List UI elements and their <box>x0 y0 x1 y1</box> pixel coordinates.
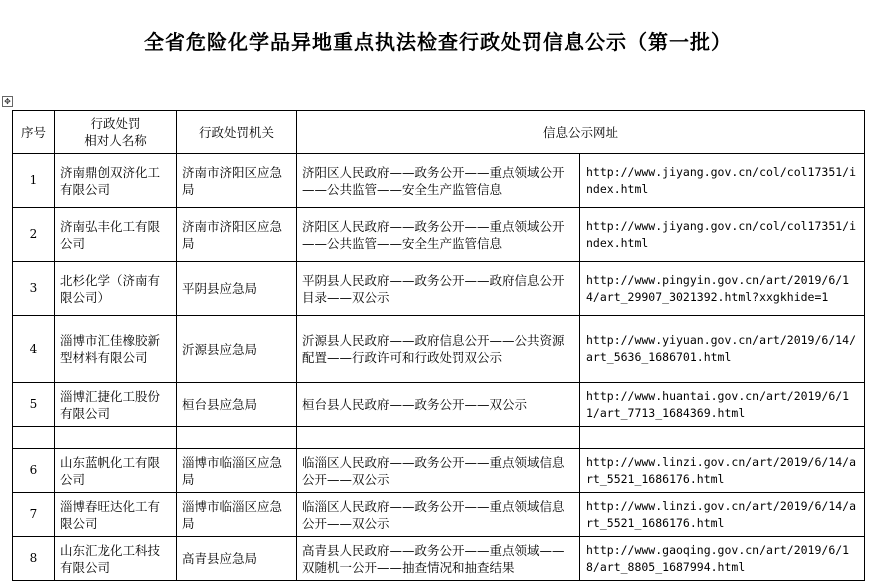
cell-authority: 平阴县应急局 <box>177 262 297 316</box>
header-party-line1: 行政处罚 <box>90 116 141 131</box>
blank-cell <box>55 427 177 449</box>
cell-seq: 4 <box>13 316 55 383</box>
table-row <box>13 449 865 493</box>
cell-info-url[interactable]: http://www.linzi.gov.cn/art/2019/6/14/art_5521_1686176.html <box>580 449 865 493</box>
table-move-handle-icon[interactable]: ✥ <box>2 96 13 107</box>
cell-info-url[interactable]: http://www.jiyang.gov.cn/col/col17351/index.html <box>580 208 865 262</box>
table-header-row <box>13 111 865 154</box>
header-party-line2: 相对人名称 <box>84 133 147 148</box>
cell-party: 济南弘丰化工有限公司 <box>55 208 177 262</box>
cell-party: 淄博汇捷化工股份有限公司 <box>55 383 177 427</box>
header-info-url: 信息公示网址 <box>297 111 865 154</box>
header-authority: 行政处罚机关 <box>177 111 297 154</box>
cell-party: 淄博市汇佳橡胶新型材料有限公司 <box>55 316 177 383</box>
cell-seq: 3 <box>13 262 55 316</box>
cell-party: 淄博春旺达化工有限公司 <box>55 493 177 537</box>
cell-info-url[interactable]: http://www.pingyin.gov.cn/art/2019/6/14/art_29907_3021392.html?xxgkhide=1 <box>580 262 865 316</box>
table-row-blank <box>13 427 865 449</box>
blank-cell <box>177 427 297 449</box>
cell-seq: 5 <box>13 383 55 427</box>
cell-info-path: 沂源县人民政府——政府信息公开——公共资源配置——行政许可和行政处罚双公示 <box>297 316 580 383</box>
cell-info-url[interactable]: http://www.gaoqing.gov.cn/art/2019/6/18/art_8805_1687994.html <box>580 537 865 581</box>
cell-authority: 济南市济阳区应急局 <box>177 208 297 262</box>
cell-info-url[interactable]: http://www.jiyang.gov.cn/col/col17351/index.html <box>580 154 865 208</box>
cell-info-path: 济阳区人民政府——政务公开——重点领域公开——公共监管——安全生产监管信息 <box>297 154 580 208</box>
cell-authority: 济南市济阳区应急局 <box>177 154 297 208</box>
blank-cell <box>580 427 865 449</box>
cell-info-path: 桓台县人民政府——政务公开——双公示 <box>297 383 580 427</box>
cell-info-path: 济阳区人民政府——政务公开——重点领域公开——公共监管——安全生产监管信息 <box>297 208 580 262</box>
cell-info-path: 临淄区人民政府——政务公开——重点领域信息公开——双公示 <box>297 493 580 537</box>
cell-seq: 2 <box>13 208 55 262</box>
table-row <box>13 262 865 316</box>
cell-info-url[interactable]: http://www.huantai.gov.cn/art/2019/6/11/art_7713_1684369.html <box>580 383 865 427</box>
cell-info-path: 平阴县人民政府——政务公开——政府信息公开目录——双公示 <box>297 262 580 316</box>
blank-cell <box>297 427 580 449</box>
penalty-info-table <box>12 110 865 581</box>
table-row <box>13 154 865 208</box>
cell-authority: 淄博市临淄区应急局 <box>177 449 297 493</box>
page-title: 全省危险化学品异地重点执法检查行政处罚信息公示（第一批） <box>144 30 732 54</box>
cell-authority: 高青县应急局 <box>177 537 297 581</box>
cell-info-url[interactable]: http://www.linzi.gov.cn/art/2019/6/14/art_5521_1686176.html <box>580 493 865 537</box>
cell-authority: 沂源县应急局 <box>177 316 297 383</box>
cell-info-path: 高青县人民政府——政务公开——重点领域——双随机一公开——抽查情况和抽查结果 <box>297 537 580 581</box>
cell-party: 山东汇龙化工科技有限公司 <box>55 537 177 581</box>
cell-authority: 淄博市临淄区应急局 <box>177 493 297 537</box>
cell-party: 山东蓝帆化工有限公司 <box>55 449 177 493</box>
cell-seq: 1 <box>13 154 55 208</box>
blank-cell <box>13 427 55 449</box>
cell-info-url[interactable]: http://www.yiyuan.gov.cn/art/2019/6/14/art_5636_1686701.html <box>580 316 865 383</box>
table-row <box>13 537 865 581</box>
cell-seq: 7 <box>13 493 55 537</box>
header-seq: 序号 <box>13 111 55 154</box>
cell-info-path: 临淄区人民政府——政务公开——重点领域信息公开——双公示 <box>297 449 580 493</box>
table-row <box>13 208 865 262</box>
cell-seq: 6 <box>13 449 55 493</box>
cell-seq: 8 <box>13 537 55 581</box>
cell-authority: 桓台县应急局 <box>177 383 297 427</box>
cell-party: 北杉化学（济南有限公司） <box>55 262 177 316</box>
table-row <box>13 493 865 537</box>
table-row <box>13 316 865 383</box>
cell-party: 济南鼎创双济化工有限公司 <box>55 154 177 208</box>
header-party <box>55 111 177 154</box>
table-row <box>13 383 865 427</box>
